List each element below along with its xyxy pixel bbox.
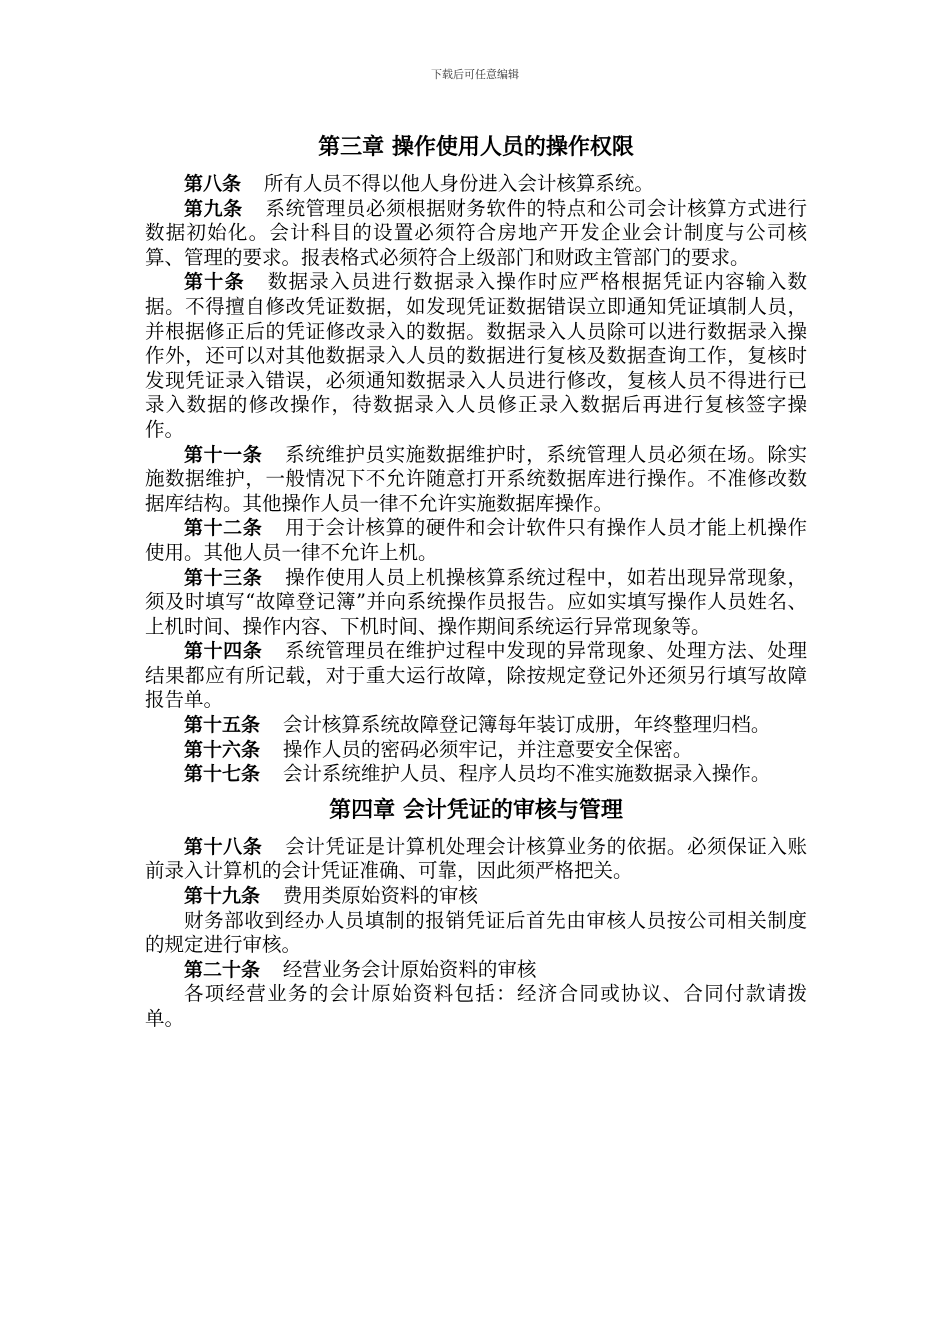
article-label: 第二十条 [184,958,261,981]
article-8 [145,172,807,197]
article-text: 用于会计核算的硬件和会计软件只有操作人员才能上机操作使用。其他人员一律不允许上机。 [145,516,807,564]
document-body [145,132,807,1032]
article-12 [145,516,807,565]
article-13 [145,566,807,640]
article-text: 数据录入员进行数据录入操作时应严格根据凭证内容输入数据。不得擅自修改凭证数据，如发现凭证数据错误立即通知凭证填制人员，并根据修正后的凭证修改录入的数据。数据录入人员除可以进行数据录入操作外，还可以对其他数据录入人员的数据进行复核及数据查询工作，复核时发现凭证录入错误，必须通知数据录入人员进行修改，复核人员不得进行已录入数据的修改操作，待数据录入人员修正录入数据后再进行复核签字操作。 [145,270,807,441]
article-text: 会计核算系统故障登记簿每年装订成册，年终整理归档。 [282,713,771,737]
chapter-title: 第四章 会计凭证的审核与管理 [329,797,623,823]
article-15 [145,713,807,738]
article-20-body: 各项经营业务的会计原始资料包括：经济合同或协议、合同付款请拨单。 [145,982,807,1030]
article-text: 经营业务会计原始资料的审核 [282,957,537,981]
article-label: 第十四条 [184,640,263,663]
article-text: 所有人员不得以他人身份进入会计核算系统。 [263,172,654,195]
article-label: 第十六条 [184,738,261,761]
article-text: 系统管理员必须根据财务软件的特点和公司会计核算方式进行数据初始化。会计科目的设置必须符合房地产开发企业会计制度与公司核算、管理的要求。报表格式必须符合上级部门和财政主管部门的要求。 [145,196,807,269]
article-14 [145,639,807,713]
article-10 [145,270,807,442]
article-text: 费用类原始资料的审核 [282,884,478,908]
article-19 [145,884,807,909]
article-label: 第八条 [184,173,242,195]
article-text: 会计凭证是计算机处理会计核算业务的依据。必须保证入账前录入计算机的会计凭证准确、可靠，因此须严格把关。 [145,834,807,883]
article-text: 系统管理员在维护过程中发现的异常现象、处理方法、处理结果都应有所记载，对于重大运行故障，除按规定登记外还须另行填写故障报告单。 [145,639,807,712]
article-text: 会计系统维护人员、程序人员均不准实施数据录入操作。 [282,762,771,786]
article-label: 第十一条 [184,443,263,466]
article-label: 第十七条 [184,763,261,786]
article-label: 第九条 [184,197,243,220]
article-text: 系统维护员实施数据维护时，系统管理人员必须在场。除实施数据维护，一般情况下不允许随意打开系统数据库进行操作。不准修改数据库结构。其他操作人员一律不允许实施数据库操作。 [145,442,807,515]
article-label: 第十二条 [184,517,263,540]
article-text: 操作人员的密码必须牢记，并注意要安全保密。 [282,737,693,761]
article-11 [145,443,807,517]
article-9 [145,197,807,271]
article-label: 第十九条 [184,885,261,908]
article-label: 第十三条 [184,566,263,589]
article-label: 第十条 [184,271,245,294]
article-18 [145,835,807,884]
page-header-note: 下载后可任意编辑 [431,68,519,81]
article-16 [145,738,807,763]
chapter-title: 第三章 操作使用人员的操作权限 [318,135,634,160]
article-text: 操作使用人员上机操核算系统过程中，如若出现异常现象，须及时填写“故障登记簿”并向系统操作员报告。应如实填写操作人员姓名、上机时间、操作内容、下机时间、操作期间系统运行异常现象等。 [145,565,807,638]
article-label: 第十八条 [184,835,263,858]
article-20 [145,958,807,983]
article-label: 第十五条 [184,714,261,737]
article-19-body: 财务部收到经办人员填制的报销凭证后首先由审核人员按公司相关制度的规定进行审核。 [145,908,807,957]
article-17 [145,762,807,787]
